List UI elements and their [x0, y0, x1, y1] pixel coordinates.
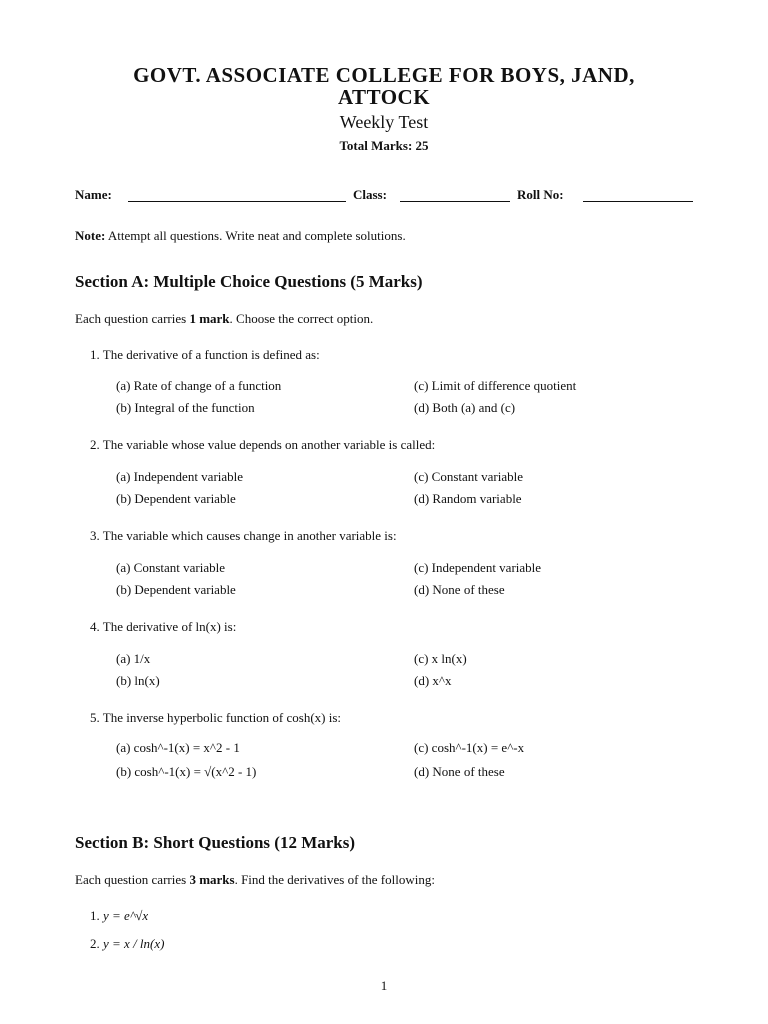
q1-option-b[interactable]: (b) Integral of the function: [116, 400, 255, 415]
section-a-intro: Each question carries 1 mark. Choose the correct option.: [75, 311, 374, 326]
q2-option-a[interactable]: (a) Independent variable: [116, 469, 244, 484]
mcq-question-3: 3. The variable which causes change in another variable is:: [90, 528, 397, 543]
section-b-intro: Each question carries 3 marks. Find the derivatives of the following:: [75, 872, 435, 887]
q4-option-c[interactable]: (c) x ln(x): [414, 651, 467, 666]
mcq-question-2: 2. The variable whose value depends on another variable is called:: [90, 437, 436, 452]
note: [75, 228, 406, 244]
student-info-row: [75, 187, 695, 207]
section-a-title: Section A: Multiple Choice Questions (5 Marks): [75, 272, 423, 291]
class-field-line[interactable]: [400, 201, 510, 202]
note-label: Note:: [75, 228, 106, 243]
total-marks: Total Marks: 25: [339, 138, 429, 153]
q1-option-c[interactable]: (c) Limit of difference quotient: [414, 378, 577, 393]
q3-option-b[interactable]: (b) Dependent variable: [116, 582, 236, 597]
short-question-2: 2. y = x / ln(x): [90, 936, 165, 951]
q5-option-a[interactable]: (a) cosh^-1(x) = x^2 - 1: [116, 740, 240, 755]
mcq-question-1: 1. The derivative of a function is defined as:: [90, 347, 320, 362]
q4-option-a[interactable]: (a) 1/x: [116, 651, 151, 666]
q1-option-d[interactable]: (d) Both (a) and (c): [414, 400, 516, 415]
q2-option-c[interactable]: (c) Constant variable: [414, 469, 524, 484]
college-name-line1: GOVT. ASSOCIATE COLLEGE FOR BOYS, JAND,: [133, 63, 635, 87]
college-name: [60, 64, 708, 108]
name-label: Name:: [75, 187, 112, 202]
q5-option-c[interactable]: (c) cosh^-1(x) = e^-x: [414, 740, 525, 755]
name-field-line[interactable]: [128, 201, 346, 202]
page-number: 1: [380, 978, 388, 993]
q4-option-d[interactable]: (d) x^x: [414, 673, 452, 688]
mcq-question-5: 5. The inverse hyperbolic function of cosh(x) is:: [90, 710, 342, 725]
q1-option-a[interactable]: (a) Rate of change of a function: [116, 378, 282, 393]
college-name-line2: ATTOCK: [337, 85, 431, 109]
q5-option-d[interactable]: (d) None of these: [414, 764, 505, 779]
q2-option-d[interactable]: (d) Random variable: [414, 491, 522, 506]
note-text: Attempt all questions. Write neat and complete solutions.: [107, 228, 406, 243]
q3-option-c[interactable]: (c) Independent variable: [414, 560, 542, 575]
q2-option-b[interactable]: (b) Dependent variable: [116, 491, 236, 506]
test-title: Weekly Test: [339, 112, 429, 132]
q5-option-b[interactable]: (b) cosh^-1(x) = √(x^2 - 1): [116, 764, 257, 779]
short-question-1: 1. y = e^√x: [90, 908, 149, 923]
mcq-question-4: 4. The derivative of ln(x) is:: [90, 619, 237, 634]
q3-option-a[interactable]: (a) Constant variable: [116, 560, 226, 575]
q3-option-d[interactable]: (d) None of these: [414, 582, 505, 597]
roll-field-line[interactable]: [583, 201, 693, 202]
class-label: Class:: [353, 187, 387, 202]
section-b-title: Section B: Short Questions (12 Marks): [75, 833, 356, 852]
q4-option-b[interactable]: (b) ln(x): [116, 673, 160, 688]
roll-label: Roll No:: [517, 187, 564, 202]
